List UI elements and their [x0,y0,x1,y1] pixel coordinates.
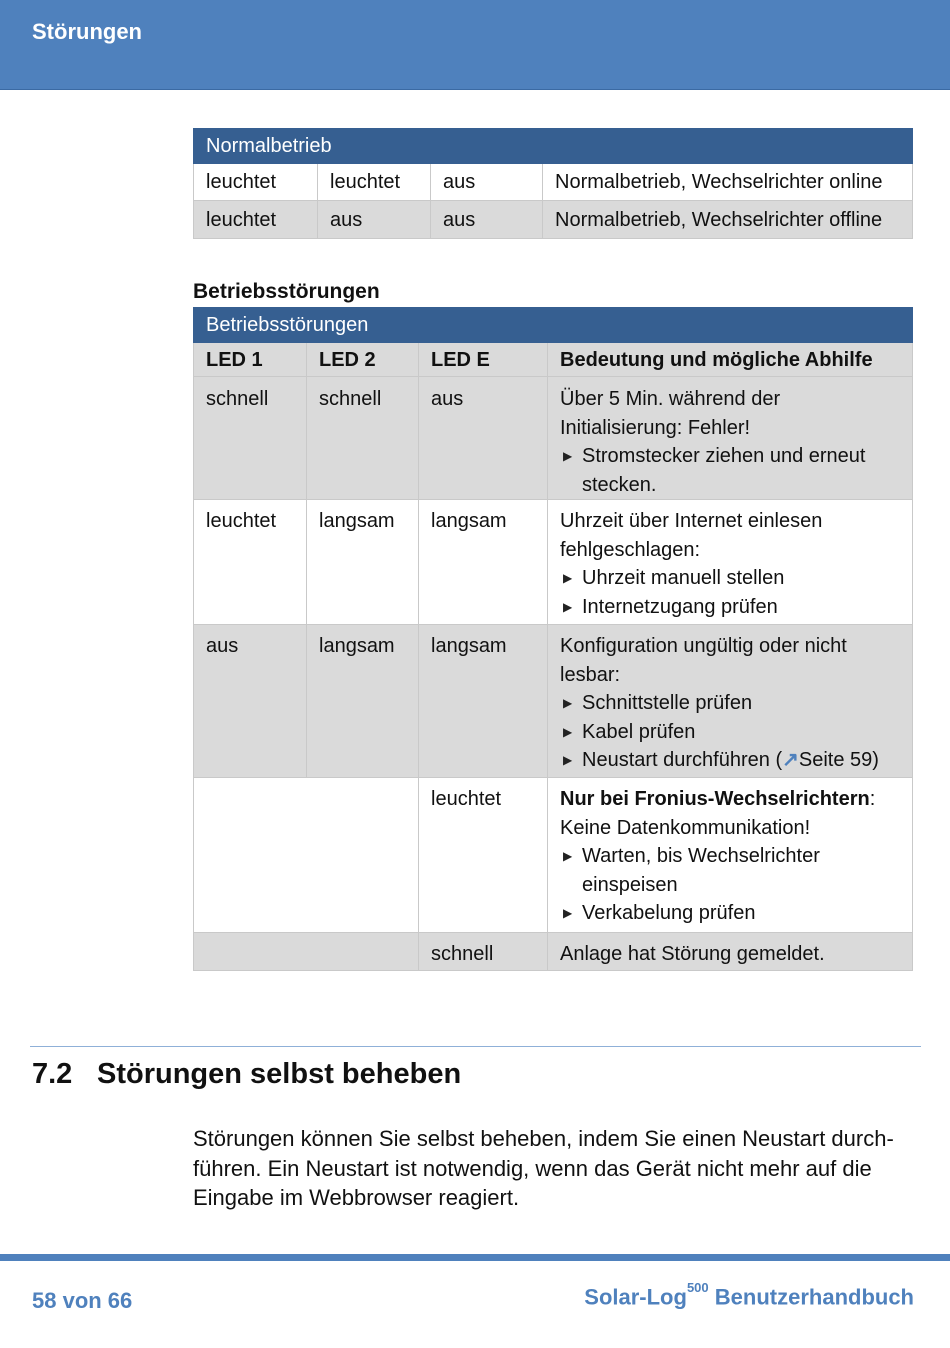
triangle-right-icon: ▶ [563,449,573,463]
empty-cell [194,778,419,933]
meaning-cell [548,377,913,500]
led1-cell: aus [194,625,307,778]
chapter-title: Störungen selbst beheben [97,1058,462,1090]
table-row [194,933,913,971]
section-divider [30,1046,921,1047]
meaning-cell: Normalbetrieb, Wechselrichter offline [543,201,913,239]
body-paragraph [193,1124,918,1213]
bullet-text: Uhrzeit manuell stellen [582,567,785,589]
bullet-line: Warten, bis Wechselrichter [582,845,820,867]
table-row [194,201,913,239]
meaning-cell: Normalbetrieb, Wechselrichter online [543,164,913,201]
product-model: 500 [686,1280,709,1295]
table-row [194,778,913,933]
bullet-item [560,899,912,928]
table-caption: Betriebsstörungen [194,308,913,343]
manual-name: Benutzerhandbuch [714,1284,914,1310]
bullet-line: einspeisen [582,873,678,896]
header-meaning: Bedeutung und mögliche Abhilfe [548,343,913,377]
betriebsstoerungen-table [193,307,913,971]
bullet-item [560,564,912,593]
bullet-line: stecken. [582,473,657,496]
bullet-line: Stromstecker ziehen und erneut [582,445,866,467]
meaning-line: lesbar: [560,663,621,686]
led1-cell: schnell [194,377,307,500]
bullet-text: Internetzugang prüfen [582,595,778,618]
meaning-line: fehlgeschlagen: [560,538,701,561]
led1-cell: leuchtet [194,500,307,625]
table-row [194,500,913,625]
page-number: 58 von 66 [32,1288,133,1313]
table-row [194,164,913,201]
led2-cell: langsam [307,625,419,778]
footer-rule [0,1254,950,1261]
table-header-row [194,343,913,377]
lede-cell: aus [431,164,543,201]
lede-cell: aus [431,201,543,239]
meaning-cell [548,778,913,933]
header-bar [0,0,950,90]
triangle-right-icon: ▶ [563,753,573,767]
bullet-text: ) [872,749,879,771]
chapter-heading [32,1058,461,1091]
header-title: Störungen [32,19,142,44]
bullet-item [560,746,912,775]
bullet-text: Neustart durchführen ( [582,749,783,771]
lede-cell: langsam [419,500,548,625]
lede-cell: schnell [419,933,548,971]
body-line: führen. Ein Neustart ist notwendig, wenn das Gerät nicht mehr auf die [193,1155,872,1181]
bullet-item [560,842,912,899]
meaning-line: Keine Datenkommunikation! [560,816,811,839]
footer-product [584,1280,914,1310]
meaning-line: Initialisierung: Fehler! [560,416,751,439]
bold-prefix: Nur bei Fronius-Wechselrichtern [560,788,870,810]
table-row [194,377,913,500]
header-led1: LED 1 [194,343,307,377]
table-caption: Normalbetrieb [194,129,913,164]
meaning-line [560,785,912,814]
normalbetrieb-table [193,128,913,239]
meaning-line: Über 5 Min. während der [560,388,781,410]
led1-cell: leuchtet [194,201,318,239]
body-line: Eingabe im Webbrowser reagiert. [193,1185,520,1210]
bullet-text: Verkabelung prüfen [582,902,756,924]
page-reference-link[interactable]: Seite 59 [798,749,873,771]
header-led2: LED 2 [307,343,419,377]
led1-cell: leuchtet [194,164,318,201]
meaning-line: Konfiguration ungültig oder nicht [560,635,847,657]
meaning-cell: Anlage hat Störung gemeldet. [548,933,913,971]
body-line: Störungen können Sie selbst beheben, indem Sie einen Neustart durch- [193,1126,894,1151]
meaning-cell [548,500,913,625]
bullet-item [560,689,912,718]
bold-suffix: : [869,788,876,810]
bullet-text: Kabel prüfen [582,720,696,743]
product-name: Solar-Log [584,1284,687,1310]
arrow-up-right-icon: ↗ [782,749,799,771]
lede-cell: aus [419,377,548,500]
table-caption-row [194,129,913,164]
triangle-right-icon: ▶ [563,906,573,920]
bullet-item [560,442,912,499]
section-heading: Betriebsstörungen [193,280,380,303]
triangle-right-icon: ▶ [563,571,573,585]
triangle-right-icon: ▶ [563,849,573,863]
led2-cell: langsam [307,500,419,625]
lede-cell: leuchtet [419,778,548,933]
triangle-right-icon: ▶ [563,696,573,710]
bullet-item [560,593,912,622]
table-caption-row [194,308,913,343]
bullet-text: Schnittstelle prüfen [582,692,753,714]
header-lede: LED E [419,343,548,377]
triangle-right-icon: ▶ [563,599,573,614]
led2-cell: leuchtet [318,164,431,201]
triangle-right-icon: ▶ [563,724,573,739]
meaning-line: Uhrzeit über Internet einlesen [560,510,823,532]
led2-cell: aus [318,201,431,239]
table-row [194,625,913,778]
empty-cell [194,933,419,971]
chapter-number: 7.2 [32,1058,73,1090]
meaning-cell [548,625,913,778]
led2-cell: schnell [307,377,419,500]
lede-cell: langsam [419,625,548,778]
bullet-item [560,718,912,747]
